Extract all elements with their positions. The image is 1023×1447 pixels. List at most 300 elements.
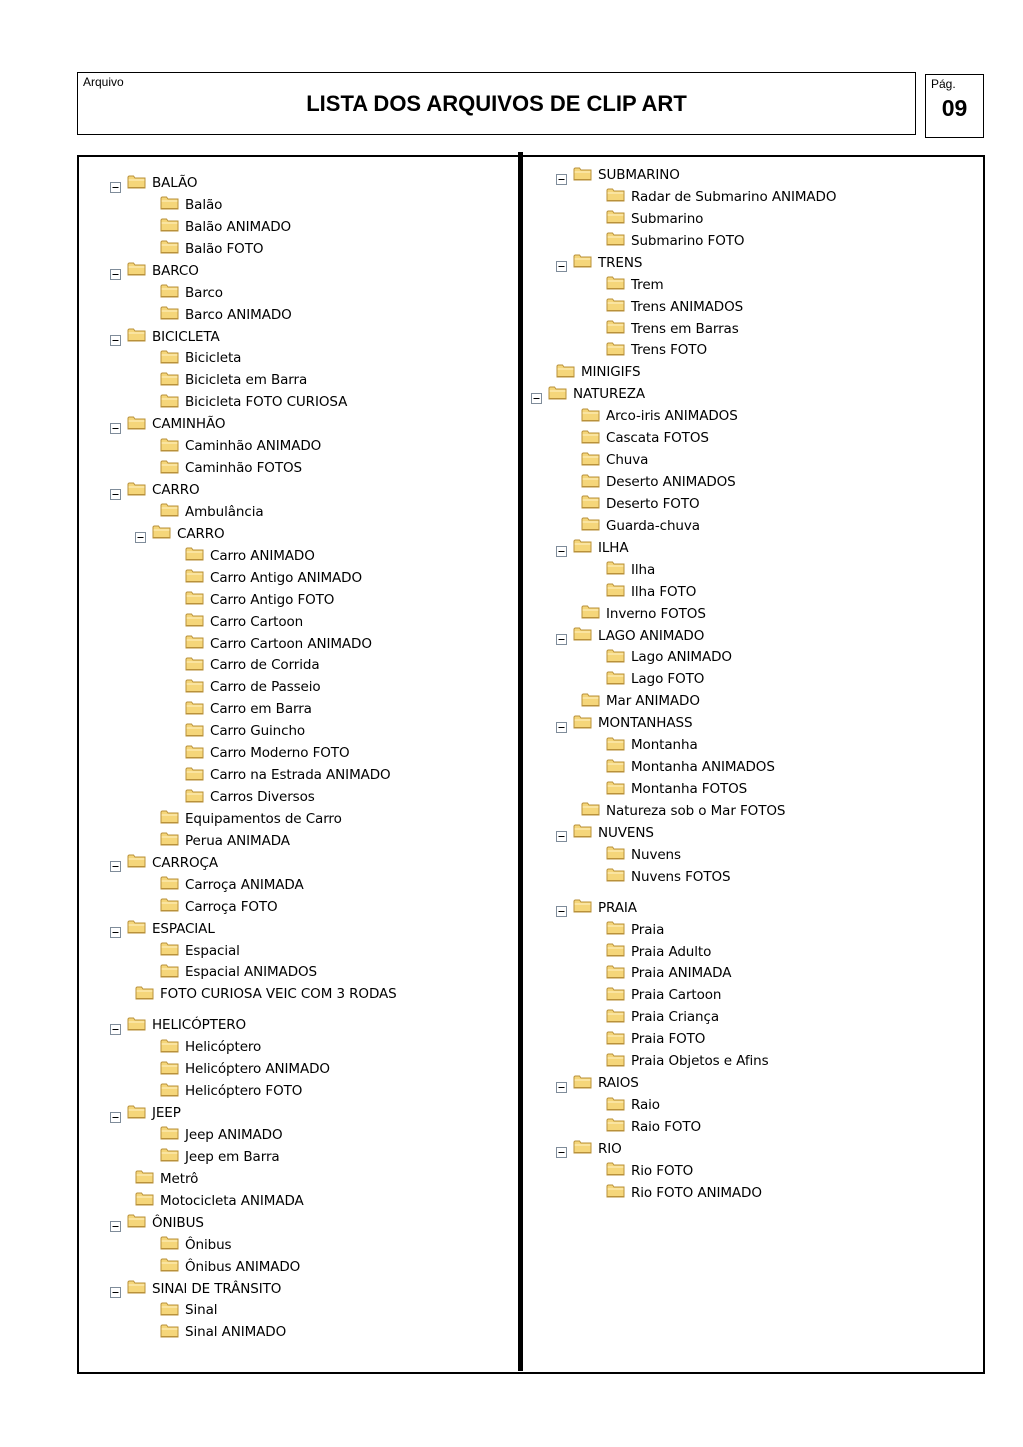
- folder-icon: [581, 407, 600, 426]
- folder-item[interactable]: [600, 1007, 719, 1027]
- folder-label: Balão: [185, 196, 223, 213]
- folder-icon: [606, 648, 625, 667]
- folder-label: Natureza sob o Mar FOTOS: [606, 802, 786, 819]
- folder-icon: [160, 809, 179, 828]
- folder-label: Raio FOTO: [631, 1118, 702, 1135]
- folder-icon: [160, 393, 179, 412]
- folder-item[interactable]: [154, 348, 241, 368]
- folder-icon: [606, 758, 625, 777]
- folder-label: Cascata FOTOS: [606, 430, 709, 447]
- folder-label: Rio FOTO: [631, 1162, 694, 1179]
- folder-icon: [606, 964, 625, 983]
- folder-item[interactable]: [600, 735, 698, 755]
- folder-item[interactable]: [600, 985, 721, 1005]
- folder-icon: [581, 451, 600, 470]
- folder-icon: [573, 626, 592, 645]
- folder-label: Espacial ANIMADOS: [185, 964, 317, 981]
- folder-item[interactable]: [154, 239, 263, 259]
- folder-label: Radar de Submarino ANIMADO: [631, 188, 837, 205]
- folder-label: Trens FOTO: [631, 342, 707, 359]
- folder-icon: [606, 1161, 625, 1180]
- folder-icon: [606, 582, 625, 601]
- folder-item[interactable]: [154, 370, 307, 390]
- folder-icon: [581, 473, 600, 492]
- folder-icon: [606, 187, 625, 206]
- folder-label: Submarino FOTO: [631, 232, 745, 249]
- folder-item[interactable]: [179, 721, 305, 741]
- folder-icon: [127, 919, 146, 938]
- folder-label: Carro Cartoon ANIMADO: [210, 635, 372, 652]
- folder-item[interactable]: [575, 406, 738, 426]
- folder-item[interactable]: [110, 1279, 281, 1299]
- folder-icon: [160, 1323, 179, 1342]
- folder-item[interactable]: [600, 1051, 769, 1071]
- folder-icon: [606, 986, 625, 1005]
- folder-icon: [185, 612, 204, 631]
- folder-item[interactable]: [575, 604, 706, 624]
- collapse-toggle-icon[interactable]: [556, 827, 567, 838]
- folder-item[interactable]: [154, 392, 347, 412]
- folder-item[interactable]: [600, 1095, 660, 1115]
- folder-label: Barco ANIMADO: [185, 306, 292, 323]
- folder-icon: [606, 920, 625, 939]
- folder-icon: [606, 670, 625, 689]
- folder-item[interactable]: [110, 480, 200, 500]
- folder-label: Balão ANIMADO: [185, 218, 292, 235]
- folder-label: CAMINHÃO: [152, 416, 226, 433]
- folder-item[interactable]: [556, 626, 704, 646]
- folder-label: Jeep ANIMADO: [185, 1126, 283, 1143]
- folder-item[interactable]: [154, 502, 264, 522]
- collapse-toggle-icon[interactable]: [110, 1217, 121, 1228]
- folder-item[interactable]: [154, 1147, 280, 1167]
- folder-icon: [127, 261, 146, 280]
- folder-label: Deserto ANIMADOS: [606, 474, 736, 491]
- folder-label: Praia: [631, 921, 665, 938]
- folder-label: Bicicleta: [185, 350, 242, 367]
- folder-label: RAIOS: [598, 1075, 639, 1092]
- folder-label: SINAl DE TRÂNSITO: [152, 1280, 282, 1297]
- folder-label: Trens em Barras: [631, 320, 739, 337]
- folder-item[interactable]: [179, 546, 315, 566]
- folder-item[interactable]: [179, 677, 321, 697]
- collapse-toggle-icon[interactable]: [556, 630, 567, 641]
- folder-item[interactable]: [154, 875, 304, 895]
- folder-label: Espacial: [185, 942, 240, 959]
- folder-icon: [127, 853, 146, 872]
- collapse-toggle-icon[interactable]: [110, 857, 121, 868]
- folder-item[interactable]: [575, 516, 700, 536]
- folder-icon: [185, 568, 204, 587]
- folder-label: Carro Guincho: [210, 723, 306, 740]
- folder-label: Nuvens FOTOS: [631, 868, 731, 885]
- folder-item[interactable]: [600, 920, 664, 940]
- collapse-toggle-icon[interactable]: [556, 718, 567, 729]
- folder-item[interactable]: [179, 743, 349, 763]
- folder-icon: [573, 166, 592, 185]
- folder-item[interactable]: [179, 634, 372, 654]
- folder-icon: [185, 788, 204, 807]
- folder-item[interactable]: [179, 787, 315, 807]
- folder-item[interactable]: [154, 897, 278, 917]
- folder-item[interactable]: [154, 1300, 217, 1320]
- folder-icon: [160, 283, 179, 302]
- folder-item[interactable]: [154, 1037, 261, 1057]
- collapse-toggle-icon[interactable]: [556, 902, 567, 913]
- collapse-toggle-icon[interactable]: [110, 485, 121, 496]
- folder-item[interactable]: [110, 1015, 246, 1035]
- folder-item[interactable]: [179, 612, 303, 632]
- folder-icon: [606, 736, 625, 755]
- folder-label: CARRO: [177, 525, 225, 542]
- folder-icon: [573, 823, 592, 842]
- folder-label: Lago ANIMADO: [631, 649, 732, 666]
- collapse-toggle-icon[interactable]: [110, 1108, 121, 1119]
- folder-icon: [127, 1104, 146, 1123]
- folder-item[interactable]: [575, 494, 700, 514]
- column-divider: [518, 152, 523, 1371]
- folder-icon: [160, 1235, 179, 1254]
- folder-label: Carro na Estrada ANIMADO: [210, 767, 391, 784]
- folder-icon: [160, 1082, 179, 1101]
- folder-item[interactable]: [556, 1139, 622, 1159]
- folder-item[interactable]: [154, 1081, 302, 1101]
- folder-item[interactable]: [154, 1059, 330, 1079]
- folder-item[interactable]: [110, 414, 225, 434]
- folder-icon: [606, 1008, 625, 1027]
- folder-item[interactable]: [556, 1073, 639, 1093]
- folder-label: Guarda-chuva: [606, 517, 700, 534]
- folder-label: Carro Cartoon: [210, 613, 304, 630]
- folder-item[interactable]: [600, 1183, 762, 1203]
- folder-item[interactable]: [129, 1169, 198, 1189]
- folder-icon: [160, 1301, 179, 1320]
- collapse-toggle-icon[interactable]: [110, 178, 121, 189]
- folder-item[interactable]: [600, 582, 696, 602]
- archive-label: Arquivo: [83, 75, 124, 89]
- folder-item[interactable]: [110, 853, 218, 873]
- folder-label: ÔNIBUS: [152, 1214, 204, 1231]
- folder-icon: [556, 363, 575, 382]
- folder-label: NUVENS: [598, 824, 654, 841]
- folder-item[interactable]: [575, 801, 785, 821]
- folder-item[interactable]: [600, 1117, 701, 1137]
- folder-item[interactable]: [556, 898, 637, 918]
- folder-item[interactable]: [110, 327, 220, 347]
- folder-item[interactable]: [556, 165, 680, 185]
- folder-icon: [606, 1117, 625, 1136]
- folder-icon: [606, 1030, 625, 1049]
- folder-icon: [160, 1125, 179, 1144]
- folder-item[interactable]: [154, 1125, 282, 1145]
- folder-icon: [606, 341, 625, 360]
- folder-item[interactable]: [110, 919, 215, 939]
- collapse-toggle-icon[interactable]: [556, 1143, 567, 1154]
- folder-item[interactable]: [600, 867, 730, 887]
- folder-label: Ônibus: [185, 1236, 232, 1253]
- folder-label: Praia FOTO: [631, 1031, 706, 1048]
- folder-item[interactable]: [556, 253, 642, 273]
- folder-icon: [160, 195, 179, 214]
- folder-label: TRENS: [598, 254, 643, 271]
- folder-icon: [185, 744, 204, 763]
- folder-icon: [573, 253, 592, 272]
- folder-label: Carros Diversos: [210, 789, 315, 806]
- folder-icon: [127, 1016, 146, 1035]
- folder-label: Helicóptero ANIMADO: [185, 1061, 330, 1078]
- folder-item[interactable]: [600, 319, 739, 339]
- folder-item[interactable]: [600, 757, 775, 777]
- page-label: Pág.: [931, 77, 956, 91]
- collapse-toggle-icon[interactable]: [556, 257, 567, 268]
- folder-label: Deserto FOTO: [606, 495, 700, 512]
- folder-item[interactable]: [550, 362, 640, 382]
- collapse-toggle-icon[interactable]: [110, 331, 121, 342]
- folder-item[interactable]: [575, 691, 700, 711]
- folder-icon: [573, 1139, 592, 1158]
- folder-label: Praia Objetos e Afins: [631, 1053, 769, 1070]
- folder-label: Sinal: [185, 1302, 218, 1319]
- folder-label: Barco: [185, 284, 223, 301]
- folder-item[interactable]: [600, 669, 704, 689]
- folder-item[interactable]: [154, 941, 240, 961]
- folder-item[interactable]: [600, 963, 731, 983]
- folder-item[interactable]: [556, 823, 654, 843]
- folder-label: Carro Antigo FOTO: [210, 591, 335, 608]
- folder-label: MONTANHASS: [598, 715, 693, 732]
- folder-label: Rio FOTO ANIMADO: [631, 1184, 762, 1201]
- folder-label: Ônibus ANIMADO: [185, 1258, 301, 1275]
- folder-icon: [127, 415, 146, 434]
- folder-item[interactable]: [154, 1322, 286, 1342]
- folder-label: NATUREZA: [573, 386, 646, 403]
- folder-icon: [606, 275, 625, 294]
- folder-item[interactable]: [154, 831, 290, 851]
- folder-label: CARROÇA: [152, 854, 219, 871]
- folder-label: Ilha: [631, 561, 656, 578]
- folder-item[interactable]: [600, 779, 747, 799]
- folder-label: Helicóptero FOTO: [185, 1083, 303, 1100]
- folder-label: Carro de Corrida: [210, 657, 320, 674]
- folder-label: JEEP: [152, 1105, 181, 1122]
- folder-item[interactable]: [179, 590, 334, 610]
- folder-item[interactable]: [154, 458, 302, 478]
- folder-label: Praia Adulto: [631, 943, 712, 960]
- folder-item[interactable]: [179, 655, 320, 675]
- folder-label: Balão FOTO: [185, 240, 264, 257]
- folder-label: Montanha FOTOS: [631, 781, 748, 798]
- folder-label: FOTO CURIOSA VEIC COM 3 RODAS: [160, 986, 397, 1003]
- folder-label: RIO: [598, 1140, 622, 1157]
- collapse-toggle-icon[interactable]: [110, 1283, 121, 1294]
- folder-label: Bicicleta em Barra: [185, 372, 308, 389]
- folder-label: Caminhão FOTOS: [185, 460, 302, 477]
- collapse-toggle-icon[interactable]: [110, 419, 121, 430]
- folder-label: Montanha: [631, 737, 698, 754]
- folder-icon: [573, 898, 592, 917]
- folder-item[interactable]: [129, 984, 397, 1004]
- folder-label: Equipamentos de Carro: [185, 810, 342, 827]
- folder-label: Inverno FOTOS: [606, 605, 706, 622]
- folder-item[interactable]: [179, 699, 312, 719]
- collapse-toggle-icon[interactable]: [110, 265, 121, 276]
- folder-label: Carro ANIMADO: [210, 547, 315, 564]
- folder-item[interactable]: [575, 472, 736, 492]
- folder-label: Praia Criança: [631, 1009, 719, 1026]
- collapse-toggle-icon[interactable]: [135, 528, 146, 539]
- folder-icon: [127, 1213, 146, 1232]
- folder-icon: [127, 481, 146, 500]
- folder-item[interactable]: [135, 524, 225, 544]
- folder-label: Arco-iris ANIMADOS: [606, 408, 738, 425]
- folder-icon: [135, 1191, 154, 1210]
- folder-item[interactable]: [110, 1103, 181, 1123]
- folder-label: Praia Cartoon: [631, 987, 722, 1004]
- folder-label: Submarino: [631, 210, 704, 227]
- folder-item[interactable]: [110, 261, 199, 281]
- folder-icon: [606, 1052, 625, 1071]
- folder-item[interactable]: [600, 297, 743, 317]
- folder-item[interactable]: [154, 305, 292, 325]
- folder-icon: [581, 692, 600, 711]
- folder-icon: [160, 239, 179, 258]
- folder-item[interactable]: [600, 942, 711, 962]
- folder-label: Motocicleta ANIMADA: [160, 1192, 304, 1209]
- folder-item[interactable]: [110, 1213, 204, 1233]
- folder-icon: [573, 1074, 592, 1093]
- folder-icon: [606, 209, 625, 228]
- folder-icon: [160, 1257, 179, 1276]
- folder-label: Carro Moderno FOTO: [210, 745, 350, 762]
- folder-label: ESPACIAL: [152, 920, 215, 937]
- folder-item[interactable]: [154, 962, 317, 982]
- folder-item[interactable]: [600, 845, 681, 865]
- folder-item[interactable]: [600, 187, 836, 207]
- folder-item[interactable]: [110, 173, 197, 193]
- folder-item[interactable]: [179, 568, 362, 588]
- folder-icon: [573, 538, 592, 557]
- folder-icon: [185, 590, 204, 609]
- folder-item[interactable]: [600, 209, 703, 229]
- folder-item[interactable]: [154, 1235, 232, 1255]
- folder-icon: [135, 985, 154, 1004]
- folder-icon: [581, 494, 600, 513]
- folder-item[interactable]: [600, 1029, 705, 1049]
- folder-icon: [606, 319, 625, 338]
- folder-icon: [606, 1183, 625, 1202]
- folder-icon: [160, 502, 179, 521]
- folder-item[interactable]: [600, 275, 664, 295]
- folder-item[interactable]: [531, 384, 645, 404]
- folder-item[interactable]: [600, 647, 732, 667]
- folder-label: Metrô: [160, 1170, 199, 1187]
- folder-icon: [160, 941, 179, 960]
- folder-label: CARRO: [152, 482, 200, 499]
- folder-icon: [581, 429, 600, 448]
- folder-icon: [127, 174, 146, 193]
- folder-label: Chuva: [606, 452, 649, 469]
- folder-item[interactable]: [154, 217, 291, 237]
- folder-icon: [606, 560, 625, 579]
- folder-label: Trens ANIMADOS: [631, 298, 744, 315]
- page-number-box: [925, 74, 984, 138]
- folder-icon: [160, 437, 179, 456]
- folder-label: Montanha ANIMADOS: [631, 759, 775, 776]
- folder-label: BALÃO: [152, 175, 198, 191]
- folder-item[interactable]: [154, 809, 342, 829]
- folder-label: Bicicleta FOTO CURIOSA: [185, 394, 348, 411]
- folder-label: Jeep em Barra: [185, 1148, 280, 1165]
- folder-icon: [160, 1060, 179, 1079]
- collapse-toggle-icon[interactable]: [556, 1078, 567, 1089]
- folder-label: Raio: [631, 1097, 660, 1114]
- folder-label: Trem: [631, 276, 664, 293]
- folder-item[interactable]: [154, 283, 223, 303]
- folder-item[interactable]: [575, 450, 648, 470]
- folder-icon: [606, 231, 625, 250]
- folder-item[interactable]: [556, 713, 692, 733]
- folder-item[interactable]: [575, 428, 709, 448]
- folder-label: LAGO ANIMADO: [598, 627, 705, 644]
- folder-label: Sinal ANIMADO: [185, 1324, 287, 1341]
- folder-icon: [160, 217, 179, 236]
- folder-icon: [606, 867, 625, 886]
- folder-label: Mar ANIMADO: [606, 693, 700, 710]
- folder-item[interactable]: [600, 1161, 693, 1181]
- folder-item[interactable]: [556, 538, 629, 558]
- folder-label: Caminhão ANIMADO: [185, 438, 322, 455]
- folder-icon: [581, 516, 600, 535]
- folder-icon: [127, 1279, 146, 1298]
- folder-icon: [160, 459, 179, 478]
- folder-label: HELICÓPTERO: [152, 1017, 247, 1034]
- collapse-toggle-icon[interactable]: [556, 170, 567, 181]
- folder-icon: [127, 327, 146, 346]
- collapse-toggle-icon[interactable]: [556, 542, 567, 553]
- collapse-toggle-icon[interactable]: [531, 389, 542, 400]
- folder-icon: [606, 780, 625, 799]
- folder-label: Carro em Barra: [210, 701, 312, 718]
- folder-icon: [160, 349, 179, 368]
- folder-label: BICICLETA: [152, 328, 220, 345]
- collapse-toggle-icon[interactable]: [110, 923, 121, 934]
- folder-icon: [185, 546, 204, 565]
- folder-item[interactable]: [179, 765, 391, 785]
- folder-icon: [135, 1169, 154, 1188]
- folder-item[interactable]: [154, 436, 321, 456]
- folder-icon: [160, 963, 179, 982]
- folder-item[interactable]: [600, 231, 744, 251]
- folder-label: Praia ANIMADA: [631, 965, 732, 982]
- folder-icon: [160, 371, 179, 390]
- collapse-toggle-icon[interactable]: [110, 1020, 121, 1031]
- folder-label: Ilha FOTO: [631, 583, 697, 600]
- folder-item[interactable]: [154, 1257, 300, 1277]
- folder-item[interactable]: [129, 1191, 304, 1211]
- folder-icon: [185, 700, 204, 719]
- folder-icon: [548, 385, 567, 404]
- folder-label: Carro Antigo ANIMADO: [210, 569, 362, 586]
- folder-item[interactable]: [600, 560, 655, 580]
- folder-label: Helicóptero: [185, 1039, 262, 1056]
- folder-label: Nuvens: [631, 846, 681, 863]
- folder-label: ILHA: [598, 539, 629, 556]
- folder-icon: [573, 714, 592, 733]
- folder-icon: [581, 604, 600, 623]
- folder-item[interactable]: [600, 340, 707, 360]
- folder-item[interactable]: [154, 195, 222, 215]
- folder-icon: [160, 875, 179, 894]
